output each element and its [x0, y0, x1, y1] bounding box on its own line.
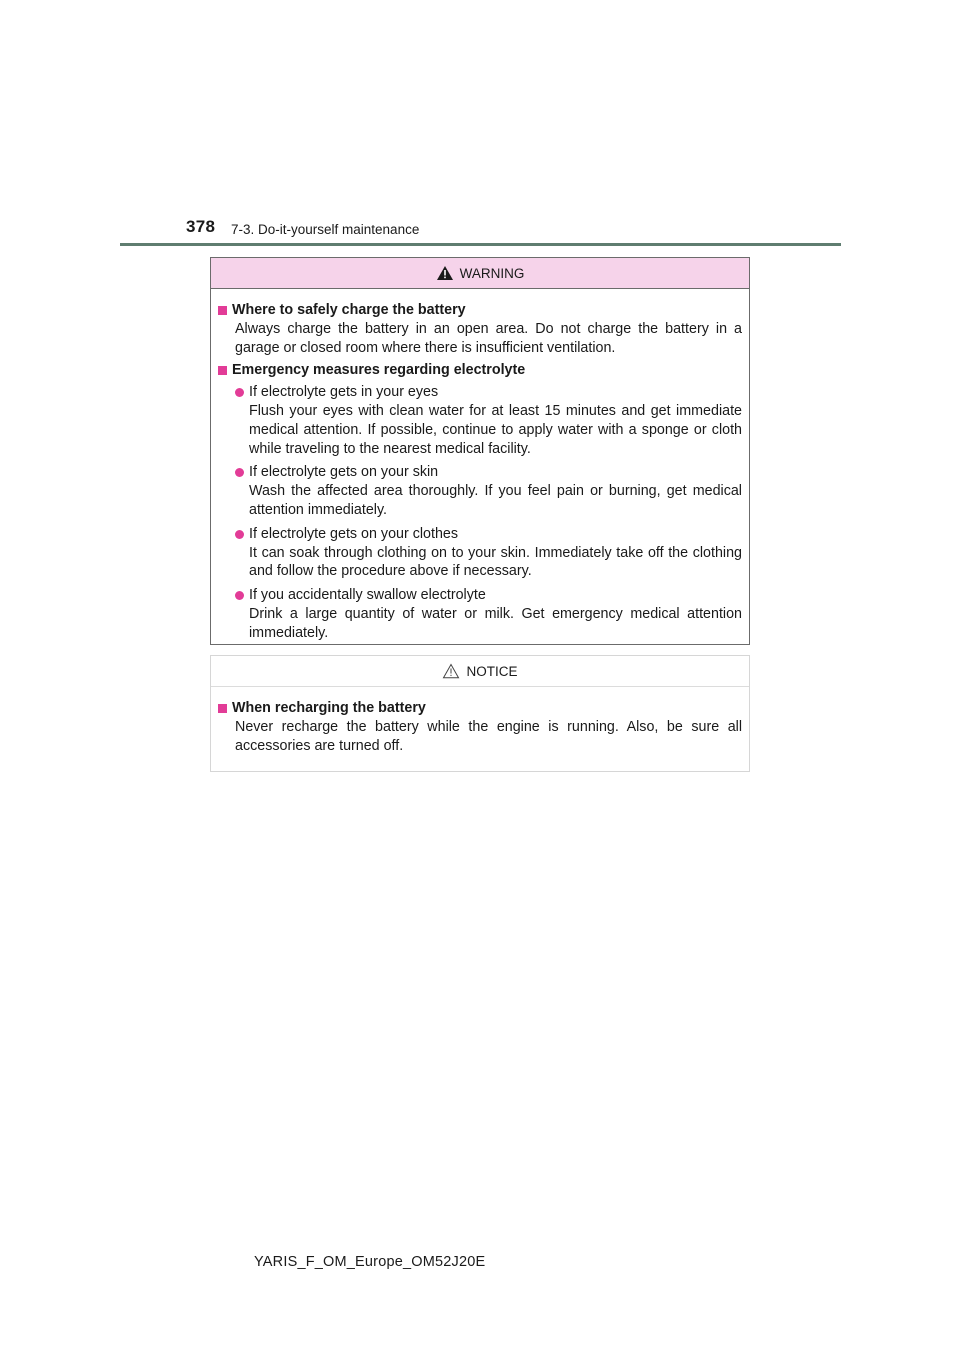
warning-box [210, 257, 750, 645]
page-number: 378 [186, 217, 216, 236]
warning-section [217, 361, 742, 642]
warning-paragraph: Always charge the battery in an open area. Do not charge the battery in a garage or closed room where there is insufficient ventilation. [235, 320, 742, 356]
notice-paragraph: Never recharge the battery while the engine is running. Also, be sure all accessories are turned off. [235, 718, 742, 754]
warning-header [211, 258, 749, 289]
list-item-title: If you accidentally swallow electrolyte [249, 587, 486, 604]
list-item-text: Wash the affected area thoroughly. If you feel pain or burning, get medical attention immediately. [249, 483, 742, 518]
notice-header [211, 656, 749, 687]
list-item-title: If electrolyte gets on your clothes [249, 525, 459, 542]
section-title: 7-3. Do-it-yourself maintenance [231, 222, 420, 237]
list-item-text: Drink a large quantity of water or milk. Get emergency medical attention immediately. [249, 605, 742, 641]
warning-heading [217, 301, 742, 320]
warning-heading-text: Where to safely charge the battery [232, 302, 466, 318]
square-bullet-icon [218, 366, 227, 375]
round-bullet-icon [235, 388, 244, 397]
warning-heading [217, 361, 742, 380]
notice-heading-text: When recharging the battery [232, 700, 426, 716]
warning-body [211, 289, 749, 643]
notice-title: NOTICE [466, 663, 518, 679]
list-item-text: It can soak through clothing on to your skin. Immediately take off the clothing and follow the procedure above if necessary. [249, 544, 742, 580]
list-item [235, 463, 742, 519]
list-item-text: Flush your eyes with clean water for at least 15 minutes and get immediate medical attention. If possible, continue to apply water with a sponge or cloth while traveling to the nearest medical facility. [249, 402, 742, 457]
notice-box [210, 655, 750, 772]
notice-body [211, 687, 749, 755]
warning-heading-text: Emergency measures regarding electrolyte [232, 362, 526, 379]
square-bullet-icon [218, 306, 227, 315]
notice-heading [217, 699, 742, 718]
list-item [235, 383, 742, 458]
warning-title: WARNING [459, 265, 525, 281]
list-item [235, 586, 742, 642]
list-item-title: If electrolyte gets in your eyes [249, 384, 439, 401]
square-bullet-icon [218, 704, 227, 713]
round-bullet-icon [235, 591, 244, 600]
round-bullet-icon [235, 530, 244, 539]
document-id: YARIS_F_OM_Europe_OM52J20E [254, 1254, 486, 1270]
warning-section [217, 301, 742, 357]
round-bullet-icon [235, 468, 244, 477]
list-item [235, 525, 742, 581]
list-item-title: If electrolyte gets on your skin [249, 464, 439, 481]
header-rule [120, 243, 841, 246]
warning-triangle-icon [436, 265, 454, 281]
notice-triangle-icon [442, 663, 460, 679]
